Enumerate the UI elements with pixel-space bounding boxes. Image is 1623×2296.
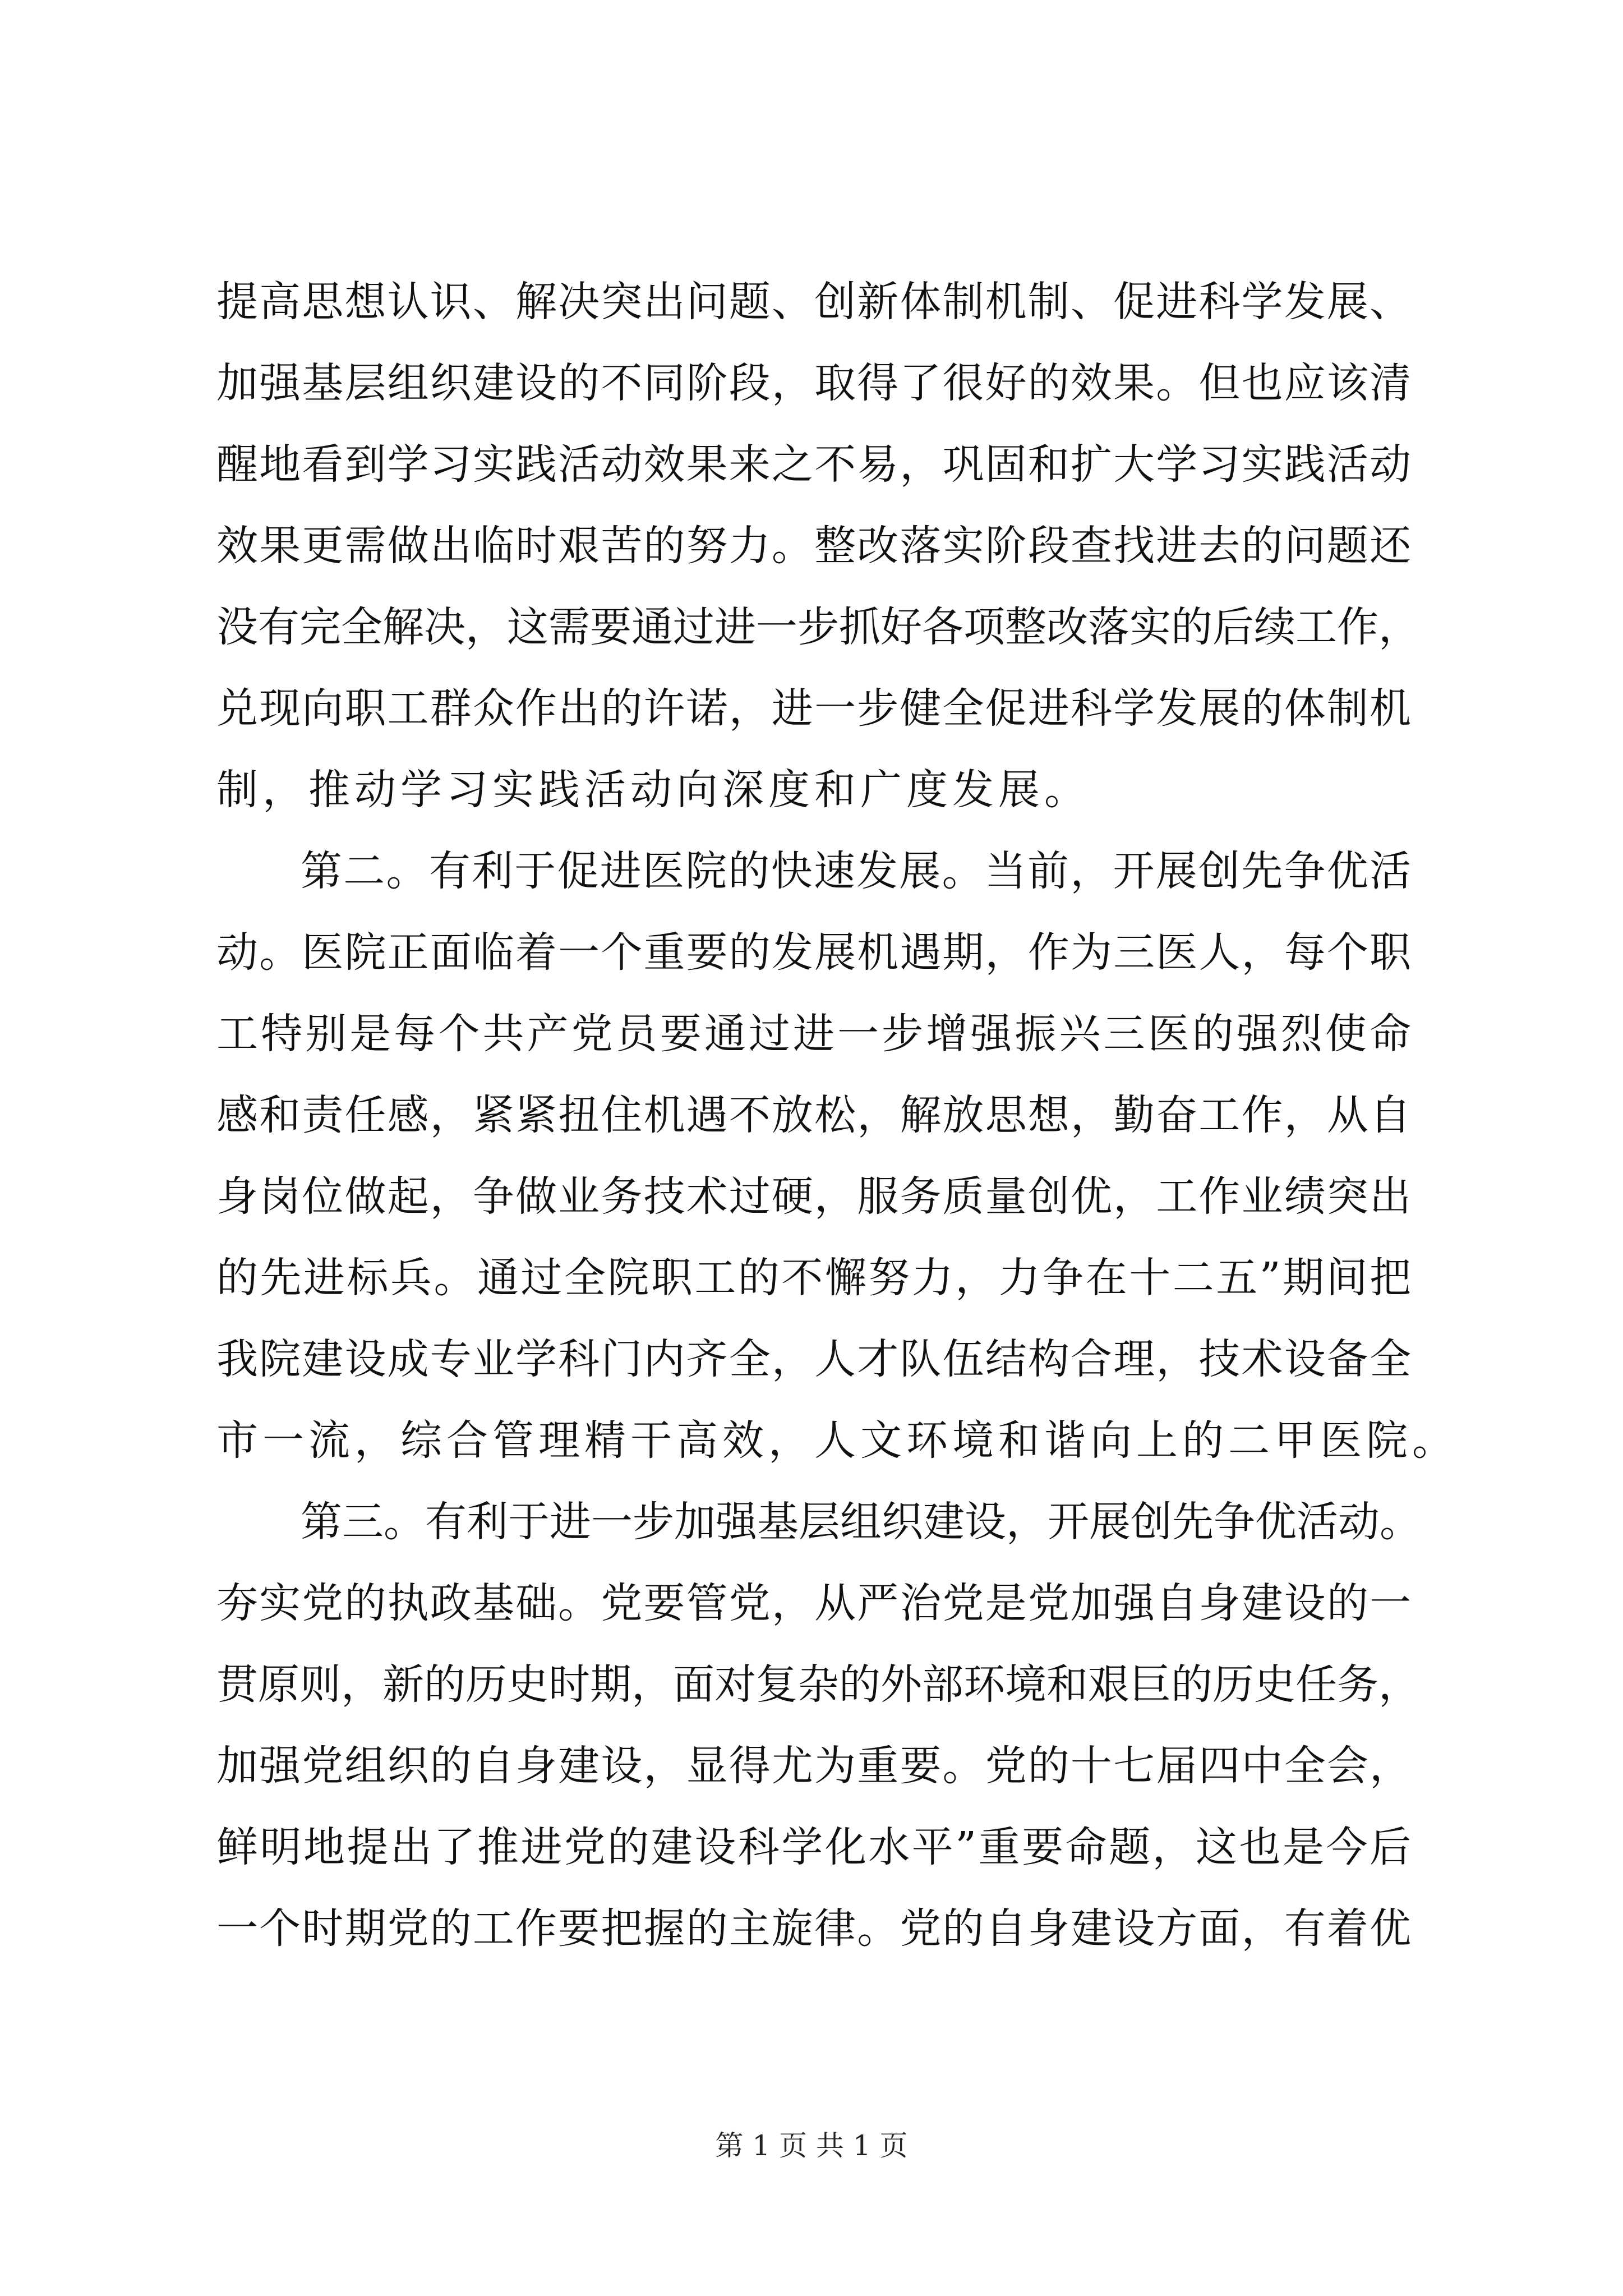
text-line: 效果更需做出临时艰苦的努力。整改落实阶段查找进去的问题还 <box>216 522 1411 570</box>
text-line: 的先进标兵。通过全院职工的不懈努力，力争在十二五”期间把 <box>216 1254 1411 1302</box>
text-line: 没有完全解决，这需要通过进一步抓好各项整改落实的后续工作， <box>216 603 1420 651</box>
text-line: 制，推动学习实践活动向深度和广度发展。 <box>216 766 1090 814</box>
text-line: 醒地看到学习实践活动效果来之不易，巩固和扩大学习实践活动 <box>216 440 1411 489</box>
text-line: 夯实党的执政基础。党要管党，从严治党是党加强自身建设的一 <box>216 1579 1411 1627</box>
text-line: 动。医院正面临着一个重要的发展机遇期，作为三医人，每个职 <box>216 928 1411 977</box>
text-line: 提高思想认识、解决突出问题、创新体制机制、促进科学发展、 <box>216 278 1411 326</box>
text-line: 加强党组织的自身建设，显得尤为重要。党的十七届四中全会， <box>216 1742 1411 1790</box>
text-line: 身岗位做起，争做业务技术过硬，服务质量创优，工作业绩突出 <box>216 1172 1411 1221</box>
text-line: 加强基层组织建设的不同阶段，取得了很好的效果。但也应该清 <box>216 359 1411 407</box>
text-line: 兑现向职工群众作出的许诺，进一步健全促进科学发展的体制机 <box>216 684 1411 733</box>
page-footer: 第 1 页 共 1 页 <box>715 2129 908 2162</box>
text-line: 贯原则，新的历史时期，面对复杂的外部环境和艰巨的历史任务， <box>216 1660 1420 1709</box>
paragraph-start-line: 第三。有利于进一步加强基层组织建设，开展创先争优活动。 <box>301 1498 1421 1546</box>
paragraph-start-line: 第二。有利于促进医院的快速发展。当前，开展创先争优活 <box>301 847 1411 895</box>
text-line: 我院建设成专业学科门内齐全，人才队伍结构合理，技术设备全 <box>216 1335 1411 1383</box>
text-line: 鲜明地提出了推进党的建设科学化水平”重要命题，这也是今后 <box>216 1823 1411 1871</box>
text-line: 感和责任感，紧紧扭住机遇不放松，解放思想，勤奋工作，从自 <box>216 1091 1411 1139</box>
text-line: 工特别是每个共产党员要通过进一步增强振兴三医的强烈使命 <box>216 1010 1411 1058</box>
text-line: 市一流，综合管理精干高效，人文环境和谐向上的二甲医院。 <box>216 1416 1458 1465</box>
document-body <box>216 261 1458 1970</box>
text-line: 一个时期党的工作要把握的主旋律。党的自身建设方面，有着优 <box>216 1904 1411 1953</box>
